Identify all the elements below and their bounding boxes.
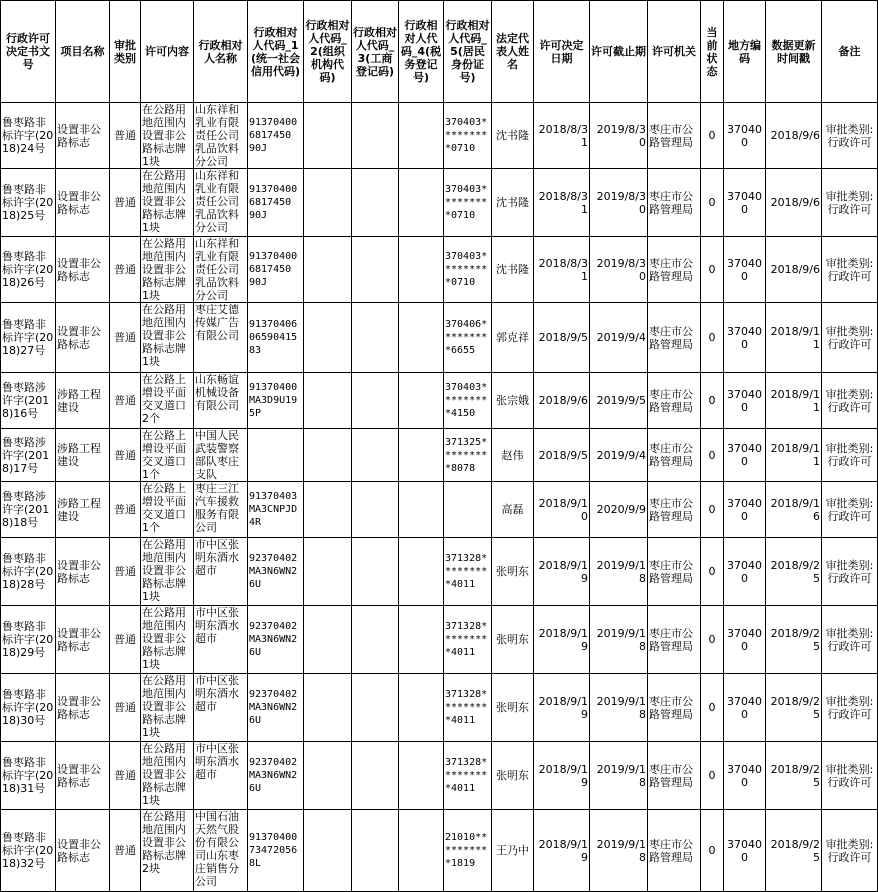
header-cell: 项目名称 [56,1,110,103]
project-name-cell: 设置非公路标志 [56,810,110,892]
header-cell: 备注 [822,1,878,103]
legal-rep-cell: 沈书隆 [492,103,534,169]
business-reg-code-cell [352,742,399,810]
remark-cell: 审批类别:行政许可 [822,482,878,538]
business-reg-code-cell [352,303,399,373]
status-cell: 0 [701,482,724,538]
remark-cell: 审批类别:行政许可 [822,237,878,303]
approval-type-cell: 普通 [110,103,141,169]
id-number-cell: 371325*********8078 [444,429,492,482]
header-cell: 许可内容 [141,1,194,103]
tax-reg-code-cell [399,674,444,742]
update-timestamp-cell: 2018/9/25 [766,606,822,674]
counterpart-name-cell: 市中区张明东酒水超市 [194,606,248,674]
area-code-cell: 370400 [724,429,766,482]
header-cell: 行政许可决定书文号 [1,1,56,103]
header-cell: 行政相对人代码_4(税务登记号) [399,1,444,103]
status-cell: 0 [701,429,724,482]
counterpart-name-cell: 枣庄艾德传媒广告有限公司 [194,303,248,373]
status-cell: 0 [701,810,724,892]
area-code-cell: 370400 [724,303,766,373]
expiry-date-cell: 2019/9/18 [590,538,648,606]
project-name-cell: 设置非公路标志 [56,103,110,169]
decision-doc-number-cell: 鲁枣路非标许字(2018)29号 [1,606,56,674]
decision-date-cell: 2018/9/19 [534,606,590,674]
project-name-cell: 设置非公路标志 [56,606,110,674]
expiry-date-cell: 2019/8/30 [590,169,648,237]
counterpart-name-cell: 山东祥和乳业有限责任公司乳品饮料分公司 [194,237,248,303]
approval-type-cell: 普通 [110,606,141,674]
status-cell: 0 [701,674,724,742]
header-cell: 数据更新时间戳 [766,1,822,103]
tax-reg-code-cell [399,482,444,538]
business-reg-code-cell [352,538,399,606]
update-timestamp-cell: 2018/9/11 [766,373,822,429]
org-code-cell [304,482,352,538]
credit-code-cell: 91370400MA3D9U19 5P [248,373,304,429]
decision-date-cell: 2018/9/6 [534,373,590,429]
update-timestamp-cell: 2018/9/25 [766,742,822,810]
header-cell: 许可机关 [648,1,701,103]
decision-doc-number-cell: 鲁枣路非标许字(2018)28号 [1,538,56,606]
legal-rep-cell: 沈书隆 [492,237,534,303]
business-reg-code-cell [352,810,399,892]
business-reg-code-cell [352,606,399,674]
expiry-date-cell: 2019/9/4 [590,429,648,482]
credit-code-cell: 91370403MA3CNPJD 4R [248,482,304,538]
decision-date-cell: 2018/8/31 [534,103,590,169]
table-row [1,303,878,373]
counterpart-name-cell: 市中区张明东酒水超市 [194,674,248,742]
credit-code-cell: 92370402MA3N6WN2 6U [248,674,304,742]
org-code-cell [304,742,352,810]
tax-reg-code-cell [399,538,444,606]
update-timestamp-cell: 2018/9/25 [766,810,822,892]
update-timestamp-cell: 2018/9/11 [766,429,822,482]
decision-date-cell: 2018/9/10 [534,482,590,538]
table-row [1,674,878,742]
status-cell: 0 [701,538,724,606]
credit-code-cell: 913704006817450 90J [248,169,304,237]
header-row [1,1,878,103]
permit-content-cell: 在公路用地范围内设置非公路标志牌1块 [141,742,194,810]
tax-reg-code-cell [399,810,444,892]
authority-cell: 枣庄市公路管理局 [648,169,701,237]
decision-doc-number-cell: 鲁枣路非标许字(2018)31号 [1,742,56,810]
credit-code-cell: 9137040606590415 83 [248,303,304,373]
expiry-date-cell: 2019/8/30 [590,237,648,303]
counterpart-name-cell: 市中区张明东酒水超市 [194,538,248,606]
id-number-cell [444,482,492,538]
area-code-cell: 370400 [724,373,766,429]
org-code-cell [304,674,352,742]
table-row [1,538,878,606]
legal-rep-cell: 张明东 [492,674,534,742]
tax-reg-code-cell [399,303,444,373]
expiry-date-cell: 2019/9/5 [590,373,648,429]
table-row [1,103,878,169]
org-code-cell [304,606,352,674]
id-number-cell: 370406*********6655 [444,303,492,373]
area-code-cell: 370400 [724,674,766,742]
credit-code-cell: 9137040073472056 8L [248,810,304,892]
decision-doc-number-cell: 鲁枣路非标许字(2018)25号 [1,169,56,237]
approval-type-cell: 普通 [110,303,141,373]
table-row [1,742,878,810]
project-name-cell: 设置非公路标志 [56,742,110,810]
remark-cell: 审批类别:行政许可 [822,169,878,237]
approval-type-cell: 普通 [110,674,141,742]
tax-reg-code-cell [399,373,444,429]
update-timestamp-cell: 2018/9/16 [766,482,822,538]
permit-content-cell: 在公路用地范围内设置非公路标志牌2块 [141,810,194,892]
expiry-date-cell: 2019/9/18 [590,810,648,892]
permit-content-cell: 在公路用地范围内设置非公路标志牌1块 [141,674,194,742]
expiry-date-cell: 2019/9/18 [590,674,648,742]
legal-rep-cell: 王乃中 [492,810,534,892]
org-code-cell [304,303,352,373]
decision-doc-number-cell: 鲁枣路非标许字(2018)32号 [1,810,56,892]
table-row [1,373,878,429]
decision-doc-number-cell: 鲁枣路非标许字(2018)30号 [1,674,56,742]
table-row [1,810,878,892]
id-number-cell: 371328*********4011 [444,742,492,810]
business-reg-code-cell [352,237,399,303]
table-row [1,482,878,538]
counterpart-name-cell: 山东祥和乳业有限责任公司乳品饮料分公司 [194,103,248,169]
tax-reg-code-cell [399,169,444,237]
decision-date-cell: 2018/8/31 [534,169,590,237]
authority-cell: 枣庄市公路管理局 [648,103,701,169]
decision-date-cell: 2018/9/19 [534,538,590,606]
expiry-date-cell: 2019/9/18 [590,606,648,674]
business-reg-code-cell [352,373,399,429]
approval-type-cell: 普通 [110,482,141,538]
header-cell: 当前状态 [701,1,724,103]
update-timestamp-cell: 2018/9/6 [766,103,822,169]
tax-reg-code-cell [399,606,444,674]
project-name-cell: 涉路工程建设 [56,429,110,482]
decision-doc-number-cell: 鲁枣路非标许字(2018)24号 [1,103,56,169]
approval-type-cell: 普通 [110,429,141,482]
update-timestamp-cell: 2018/9/6 [766,169,822,237]
project-name-cell: 设置非公路标志 [56,303,110,373]
credit-code-cell [248,429,304,482]
authority-cell: 枣庄市公路管理局 [648,429,701,482]
permit-content-cell: 在公路用地范围内设置非公路标志牌1块 [141,169,194,237]
header-cell: 许可截止期 [590,1,648,103]
remark-cell: 审批类别:行政许可 [822,606,878,674]
permit-content-cell: 在公路上增设平面交叉道口2个 [141,373,194,429]
project-name-cell: 设置非公路标志 [56,538,110,606]
remark-cell: 审批类别:行政许可 [822,538,878,606]
project-name-cell: 涉路工程建设 [56,482,110,538]
decision-doc-number-cell: 鲁枣路涉许字(2018)16号 [1,373,56,429]
tax-reg-code-cell [399,103,444,169]
legal-rep-cell: 张宗娥 [492,373,534,429]
header-cell: 行政相对人代码_2(组织机构代码) [304,1,352,103]
decision-doc-number-cell: 鲁枣路涉许字(2018)17号 [1,429,56,482]
area-code-cell: 370400 [724,606,766,674]
area-code-cell: 370400 [724,538,766,606]
remark-cell: 审批类别:行政许可 [822,373,878,429]
decision-doc-number-cell: 鲁枣路涉许字(2018)18号 [1,482,56,538]
expiry-date-cell: 2020/9/9 [590,482,648,538]
credit-code-cell: 92370402MA3N6WN2 6U [248,606,304,674]
area-code-cell: 370400 [724,237,766,303]
counterpart-name-cell: 山东畅谊机械设备有限公司 [194,373,248,429]
approval-type-cell: 普通 [110,742,141,810]
area-code-cell: 370400 [724,810,766,892]
header-cell: 行政相对人名称 [194,1,248,103]
business-reg-code-cell [352,674,399,742]
remark-cell: 审批类别:行政许可 [822,810,878,892]
header-cell: 法定代表人姓名 [492,1,534,103]
permit-content-cell: 在公路上增设平面交叉道口1个 [141,482,194,538]
update-timestamp-cell: 2018/9/6 [766,237,822,303]
tax-reg-code-cell [399,237,444,303]
legal-rep-cell: 张明东 [492,742,534,810]
id-number-cell: 21010**********1819 [444,810,492,892]
org-code-cell [304,429,352,482]
area-code-cell: 370400 [724,742,766,810]
header-cell: 行政相对人代码_1(统一社会信用代码) [248,1,304,103]
table-body [1,103,878,892]
business-reg-code-cell [352,482,399,538]
id-number-cell: 371328*********4011 [444,674,492,742]
decision-doc-number-cell: 鲁枣路非标许字(2018)26号 [1,237,56,303]
approval-type-cell: 普通 [110,169,141,237]
update-timestamp-cell: 2018/9/25 [766,674,822,742]
status-cell: 0 [701,103,724,169]
status-cell: 0 [701,303,724,373]
decision-date-cell: 2018/9/19 [534,810,590,892]
status-cell: 0 [701,606,724,674]
table-row [1,169,878,237]
counterpart-name-cell: 中国石油天然气股份有限公司山东枣庄销售分公司 [194,810,248,892]
legal-rep-cell: 张明东 [492,606,534,674]
org-code-cell [304,538,352,606]
authority-cell: 枣庄市公路管理局 [648,674,701,742]
credit-code-cell: 92370402MA3N6WN2 6U [248,742,304,810]
header-cell: 行政相对人代码_3(工商登记码) [352,1,399,103]
tax-reg-code-cell [399,742,444,810]
business-reg-code-cell [352,103,399,169]
permit-content-cell: 在公路用地范围内设置非公路标志牌1块 [141,103,194,169]
id-number-cell: 370403*********0710 [444,103,492,169]
decision-date-cell: 2018/9/19 [534,742,590,810]
id-number-cell: 371328*********4011 [444,606,492,674]
credit-code-cell: 913704006817450 90J [248,237,304,303]
header-cell: 行政相对人代码_5(居民身份证号) [444,1,492,103]
credit-code-cell: 92370402MA3N6WN2 6U [248,538,304,606]
expiry-date-cell: 2019/9/18 [590,742,648,810]
area-code-cell: 370400 [724,103,766,169]
remark-cell: 审批类别:行政许可 [822,303,878,373]
remark-cell: 审批类别:行政许可 [822,429,878,482]
update-timestamp-cell: 2018/9/25 [766,538,822,606]
table-row [1,606,878,674]
status-cell: 0 [701,169,724,237]
table-row [1,237,878,303]
status-cell: 0 [701,742,724,810]
decision-date-cell: 2018/9/19 [534,674,590,742]
permit-content-cell: 在公路上增设平面交叉道口1个 [141,429,194,482]
credit-code-cell: 913704006817450 90J [248,103,304,169]
header-cell: 许可决定日期 [534,1,590,103]
business-reg-code-cell [352,169,399,237]
authority-cell: 枣庄市公路管理局 [648,303,701,373]
org-code-cell [304,103,352,169]
decision-date-cell: 2018/8/31 [534,237,590,303]
expiry-date-cell: 2019/8/30 [590,103,648,169]
status-cell: 0 [701,373,724,429]
authority-cell: 枣庄市公路管理局 [648,606,701,674]
org-code-cell [304,237,352,303]
area-code-cell: 370400 [724,482,766,538]
area-code-cell: 370400 [724,169,766,237]
project-name-cell: 设置非公路标志 [56,169,110,237]
permit-content-cell: 在公路用地范围内设置非公路标志牌1块 [141,606,194,674]
expiry-date-cell: 2019/9/4 [590,303,648,373]
remark-cell: 审批类别:行政许可 [822,674,878,742]
decision-date-cell: 2018/9/5 [534,303,590,373]
id-number-cell: 370403*********0710 [444,237,492,303]
remark-cell: 审批类别:行政许可 [822,103,878,169]
counterpart-name-cell: 枣庄三江汽车援救服务有限公司 [194,482,248,538]
header-cell: 审批类别 [110,1,141,103]
authority-cell: 枣庄市公路管理局 [648,810,701,892]
decision-doc-number-cell: 鲁枣路非标许字(2018)27号 [1,303,56,373]
authority-cell: 枣庄市公路管理局 [648,482,701,538]
legal-rep-cell: 张明东 [492,538,534,606]
permit-content-cell: 在公路用地范围内设置非公路标志牌1块 [141,538,194,606]
counterpart-name-cell: 山东祥和乳业有限责任公司乳品饮料分公司 [194,169,248,237]
status-cell: 0 [701,237,724,303]
counterpart-name-cell: 中国人民武装警察部队枣庄支队 [194,429,248,482]
project-name-cell: 设置非公路标志 [56,674,110,742]
legal-rep-cell: 沈书隆 [492,169,534,237]
permit-content-cell: 在公路用地范围内设置非公路标志牌1块 [141,237,194,303]
authority-cell: 枣庄市公路管理局 [648,237,701,303]
project-name-cell: 涉路工程建设 [56,373,110,429]
approval-type-cell: 普通 [110,237,141,303]
approval-type-cell: 普通 [110,810,141,892]
id-number-cell: 371328*********4011 [444,538,492,606]
decision-date-cell: 2018/9/5 [534,429,590,482]
approval-type-cell: 普通 [110,538,141,606]
authority-cell: 枣庄市公路管理局 [648,538,701,606]
business-reg-code-cell [352,429,399,482]
tax-reg-code-cell [399,429,444,482]
project-name-cell: 设置非公路标志 [56,237,110,303]
header-cell: 地方编码 [724,1,766,103]
permit-content-cell: 在公路用地范围内设置非公路标志牌1块 [141,303,194,373]
legal-rep-cell: 郭克祥 [492,303,534,373]
remark-cell: 审批类别:行政许可 [822,742,878,810]
org-code-cell [304,169,352,237]
id-number-cell: 370403*********0710 [444,169,492,237]
id-number-cell: 370403*********4150 [444,373,492,429]
legal-rep-cell: 高磊 [492,482,534,538]
authority-cell: 枣庄市公路管理局 [648,373,701,429]
authority-cell: 枣庄市公路管理局 [648,742,701,810]
update-timestamp-cell: 2018/9/11 [766,303,822,373]
counterpart-name-cell: 市中区张明东酒水超市 [194,742,248,810]
approval-type-cell: 普通 [110,373,141,429]
table-row [1,429,878,482]
org-code-cell [304,373,352,429]
org-code-cell [304,810,352,892]
legal-rep-cell: 赵伟 [492,429,534,482]
